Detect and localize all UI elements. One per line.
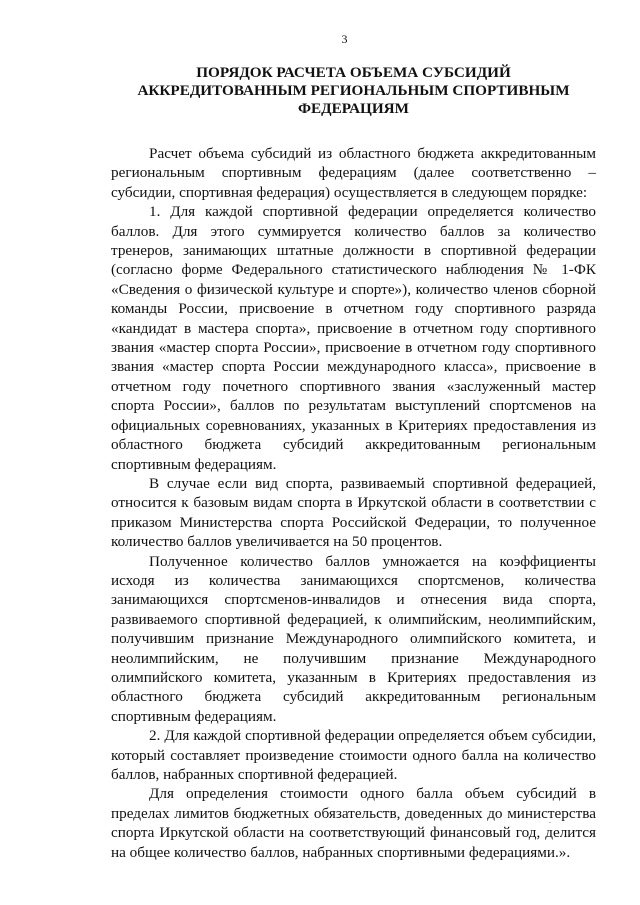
paragraph-intro: Расчет объема субсидий из областного бюджета аккредитованным региональным спортивным федерациям (далее соответственно – субсидии, спортивная федерация) осуществляется в следующем порядке: — [111, 145, 596, 201]
section-title — [111, 64, 596, 118]
title-line-3: ФЕДЕРАЦИЯМ — [298, 100, 409, 117]
scan-speck — [549, 822, 551, 823]
title-line-2: АККРЕДИТОВАННЫМ РЕГИОНАЛЬНЫМ СПОРТИВНЫМ — [137, 82, 570, 99]
paragraph-base-sports: В случае если вид спорта, развиваемый спортивной федерацией, относится к базовым видам спорта в Иркутской области в соответствии с приказом Министерства спорта Российской Федерации, то полученное количество баллов увеличивается на 50 процентов. — [111, 474, 596, 551]
paragraph-point-cost: Для определения стоимости одного балла объем субсидий в пределах лимитов бюджетных обязательств, доведенных до министерства спорта Иркутской области на соответствующий финансовый год, делится на общее количество баллов, набранных спортивными федерациями.». — [111, 785, 596, 861]
paragraph-coefficients: Полученное количество баллов умножается на коэффициенты исходя из количества занимающихся спортсменов, количества занимающихся спортсменов-инвалидов и отнесения вида спорта, развиваемого спортивной федерацией, к олимпийским, неолимпийским, получившим признание Международного олимпийского комитета, и неолимпийским, не получившим признание Международного олимпийского комитета, указанным в Критериях предоставления из областного бюджета субсидий аккредитованным региональным спортивным федерациям. — [111, 552, 596, 725]
paragraph-point-2: 2. Для каждой спортивной федерации определяется объем субсидии, который составляет произведение стоимости одного балла на количество баллов, набранных спортивной федерацией. — [111, 727, 596, 783]
paragraph-point-1: 1. Для каждой спортивной федерации определяется количество баллов. Для этого суммируется количество баллов за количество тренеров, занимающих штатные должности в спортивной федерации (согласно форме Федерального статистического наблюдения № 1-ФК «Сведения о физической культуре и спорте»), количество членов сборной команды России, присвоение в отчетном году спортивного разряда «кандидат в мастера спорта», присвоение в отчетном году спортивного звания «мастер спорта России», присвоение в отчетном году спортивного звания «мастер спорта России международного класса», присвоение в отчетном году почетного спортивного звания «заслуженный мастер спорта России», баллов по результатам выступлений спортсменов на официальных соревнованиях, указанных в Критериях предоставления из областного бюджета субсидий аккредитованным региональным спортивным федерациям. — [111, 203, 596, 473]
document-body — [111, 144, 596, 862]
title-line-1: ПОРЯДОК РАСЧЕТА ОБЪЕМА СУБСИДИЙ — [196, 64, 511, 81]
page-number: 3 — [341, 32, 348, 46]
